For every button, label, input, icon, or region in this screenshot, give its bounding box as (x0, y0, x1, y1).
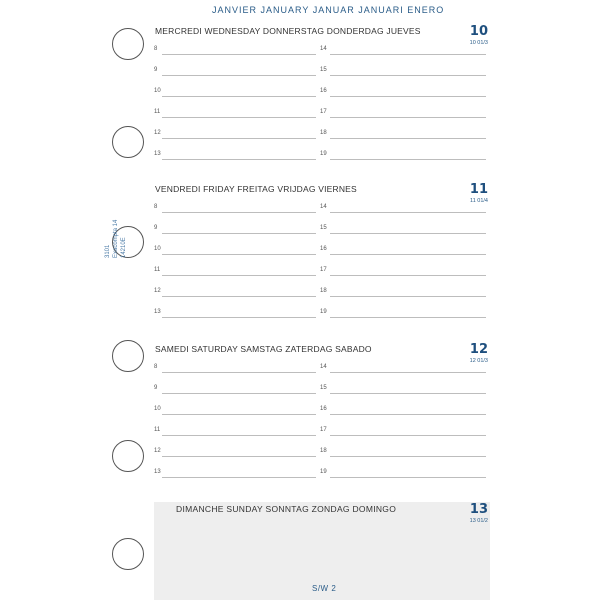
writing-line[interactable] (162, 435, 316, 436)
day-names-row: SAMEDI SATURDAY SAMSTAG ZATERDAG SABADO (155, 344, 372, 354)
sunday-sub: 13 01/2 (469, 518, 488, 524)
writing-line[interactable] (162, 96, 316, 97)
day-names-row: VENDREDI FRIDAY FREITAG VRIJDAG VIERNES (155, 184, 357, 194)
hour-label: 11 (154, 267, 161, 273)
side-line: Exacompta 14 (113, 219, 119, 258)
hour-label: 15 (320, 225, 327, 231)
hour-label: 13 (154, 151, 161, 157)
hour-label: 17 (320, 427, 327, 433)
hour-label: 11 (154, 109, 161, 115)
writing-line[interactable] (330, 233, 486, 234)
writing-line[interactable] (162, 233, 316, 234)
hour-label: 14 (320, 204, 327, 210)
hour-label: 10 (154, 406, 161, 412)
hour-label: 8 (154, 46, 158, 52)
day-number: 12 (469, 342, 488, 357)
writing-line[interactable] (162, 159, 316, 160)
hour-label: 9 (154, 385, 158, 391)
binder-hole (112, 340, 144, 372)
writing-line[interactable] (162, 393, 316, 394)
month-header: JANVIER JANUARY JANUAR JANUARI ENERO (212, 5, 445, 15)
hour-label: 18 (320, 288, 327, 294)
hour-label: 14 (320, 46, 327, 52)
hour-label: 14 (320, 364, 327, 370)
writing-line[interactable] (162, 317, 316, 318)
hour-label: 10 (154, 246, 161, 252)
writing-line[interactable] (330, 75, 486, 76)
writing-line[interactable] (162, 477, 316, 478)
writing-line[interactable] (330, 477, 486, 478)
writing-line[interactable] (330, 275, 486, 276)
hour-label: 18 (320, 448, 327, 454)
day-names-row: MERCREDI WEDNESDAY DONNERSTAG DONDERDAG JUEVES (155, 26, 421, 36)
writing-line[interactable] (162, 212, 316, 213)
hour-label: 19 (320, 151, 327, 157)
hour-label: 16 (320, 246, 327, 252)
hour-label: 17 (320, 267, 327, 273)
hour-label: 12 (154, 130, 161, 136)
binder-hole (112, 538, 144, 570)
day-number: 11 (469, 182, 488, 197)
writing-line[interactable] (162, 275, 316, 276)
writing-line[interactable] (162, 117, 316, 118)
writing-line[interactable] (330, 456, 486, 457)
day-sub-label: 11 01/4 (470, 198, 488, 204)
hour-label: 12 (154, 288, 161, 294)
writing-line[interactable] (330, 414, 486, 415)
writing-line[interactable] (162, 54, 316, 55)
hour-label: 9 (154, 67, 158, 73)
writing-line[interactable] (330, 96, 486, 97)
hour-label: 19 (320, 469, 327, 475)
hour-label: 18 (320, 130, 327, 136)
hour-label: 11 (154, 427, 161, 433)
writing-line[interactable] (162, 414, 316, 415)
binder-hole (112, 126, 144, 158)
hour-label: 9 (154, 225, 158, 231)
writing-line[interactable] (162, 254, 316, 255)
day-sub-label: 10 01/3 (469, 40, 488, 46)
hour-label: 15 (320, 67, 327, 73)
hour-label: 8 (154, 364, 158, 370)
writing-line[interactable] (162, 456, 316, 457)
writing-line[interactable] (162, 75, 316, 76)
hour-label: 17 (320, 109, 327, 115)
binder-hole (112, 28, 144, 60)
side-print (104, 218, 128, 258)
hour-label: 12 (154, 448, 161, 454)
hour-label: 8 (154, 204, 158, 210)
hour-label: 15 (320, 385, 327, 391)
hour-label: 16 (320, 88, 327, 94)
writing-line[interactable] (330, 159, 486, 160)
writing-line[interactable] (330, 212, 486, 213)
writing-line[interactable] (330, 317, 486, 318)
writing-line[interactable] (162, 296, 316, 297)
writing-line[interactable] (162, 138, 316, 139)
writing-line[interactable] (330, 393, 486, 394)
side-line: 3101 (105, 244, 111, 258)
writing-line[interactable] (330, 254, 486, 255)
day-number: 10 (469, 24, 488, 39)
writing-line[interactable] (330, 435, 486, 436)
writing-line[interactable] (330, 372, 486, 373)
week-label: S/W 2 (312, 584, 337, 593)
sunday-day-names: DIMANCHE SUNDAY SONNTAG ZONDAG DOMINGO (176, 504, 397, 514)
hour-label: 16 (320, 406, 327, 412)
hour-label: 10 (154, 88, 161, 94)
hour-label: 19 (320, 309, 327, 315)
side-line: 14210E (121, 237, 127, 258)
sunday-number: 13 (469, 502, 488, 517)
writing-line[interactable] (162, 372, 316, 373)
writing-line[interactable] (330, 117, 486, 118)
day-sub-label: 12 01/3 (469, 358, 488, 364)
writing-line[interactable] (330, 296, 486, 297)
hour-label: 13 (154, 309, 161, 315)
writing-line[interactable] (330, 138, 486, 139)
hour-label: 13 (154, 469, 161, 475)
binder-hole (112, 440, 144, 472)
writing-line[interactable] (330, 54, 486, 55)
